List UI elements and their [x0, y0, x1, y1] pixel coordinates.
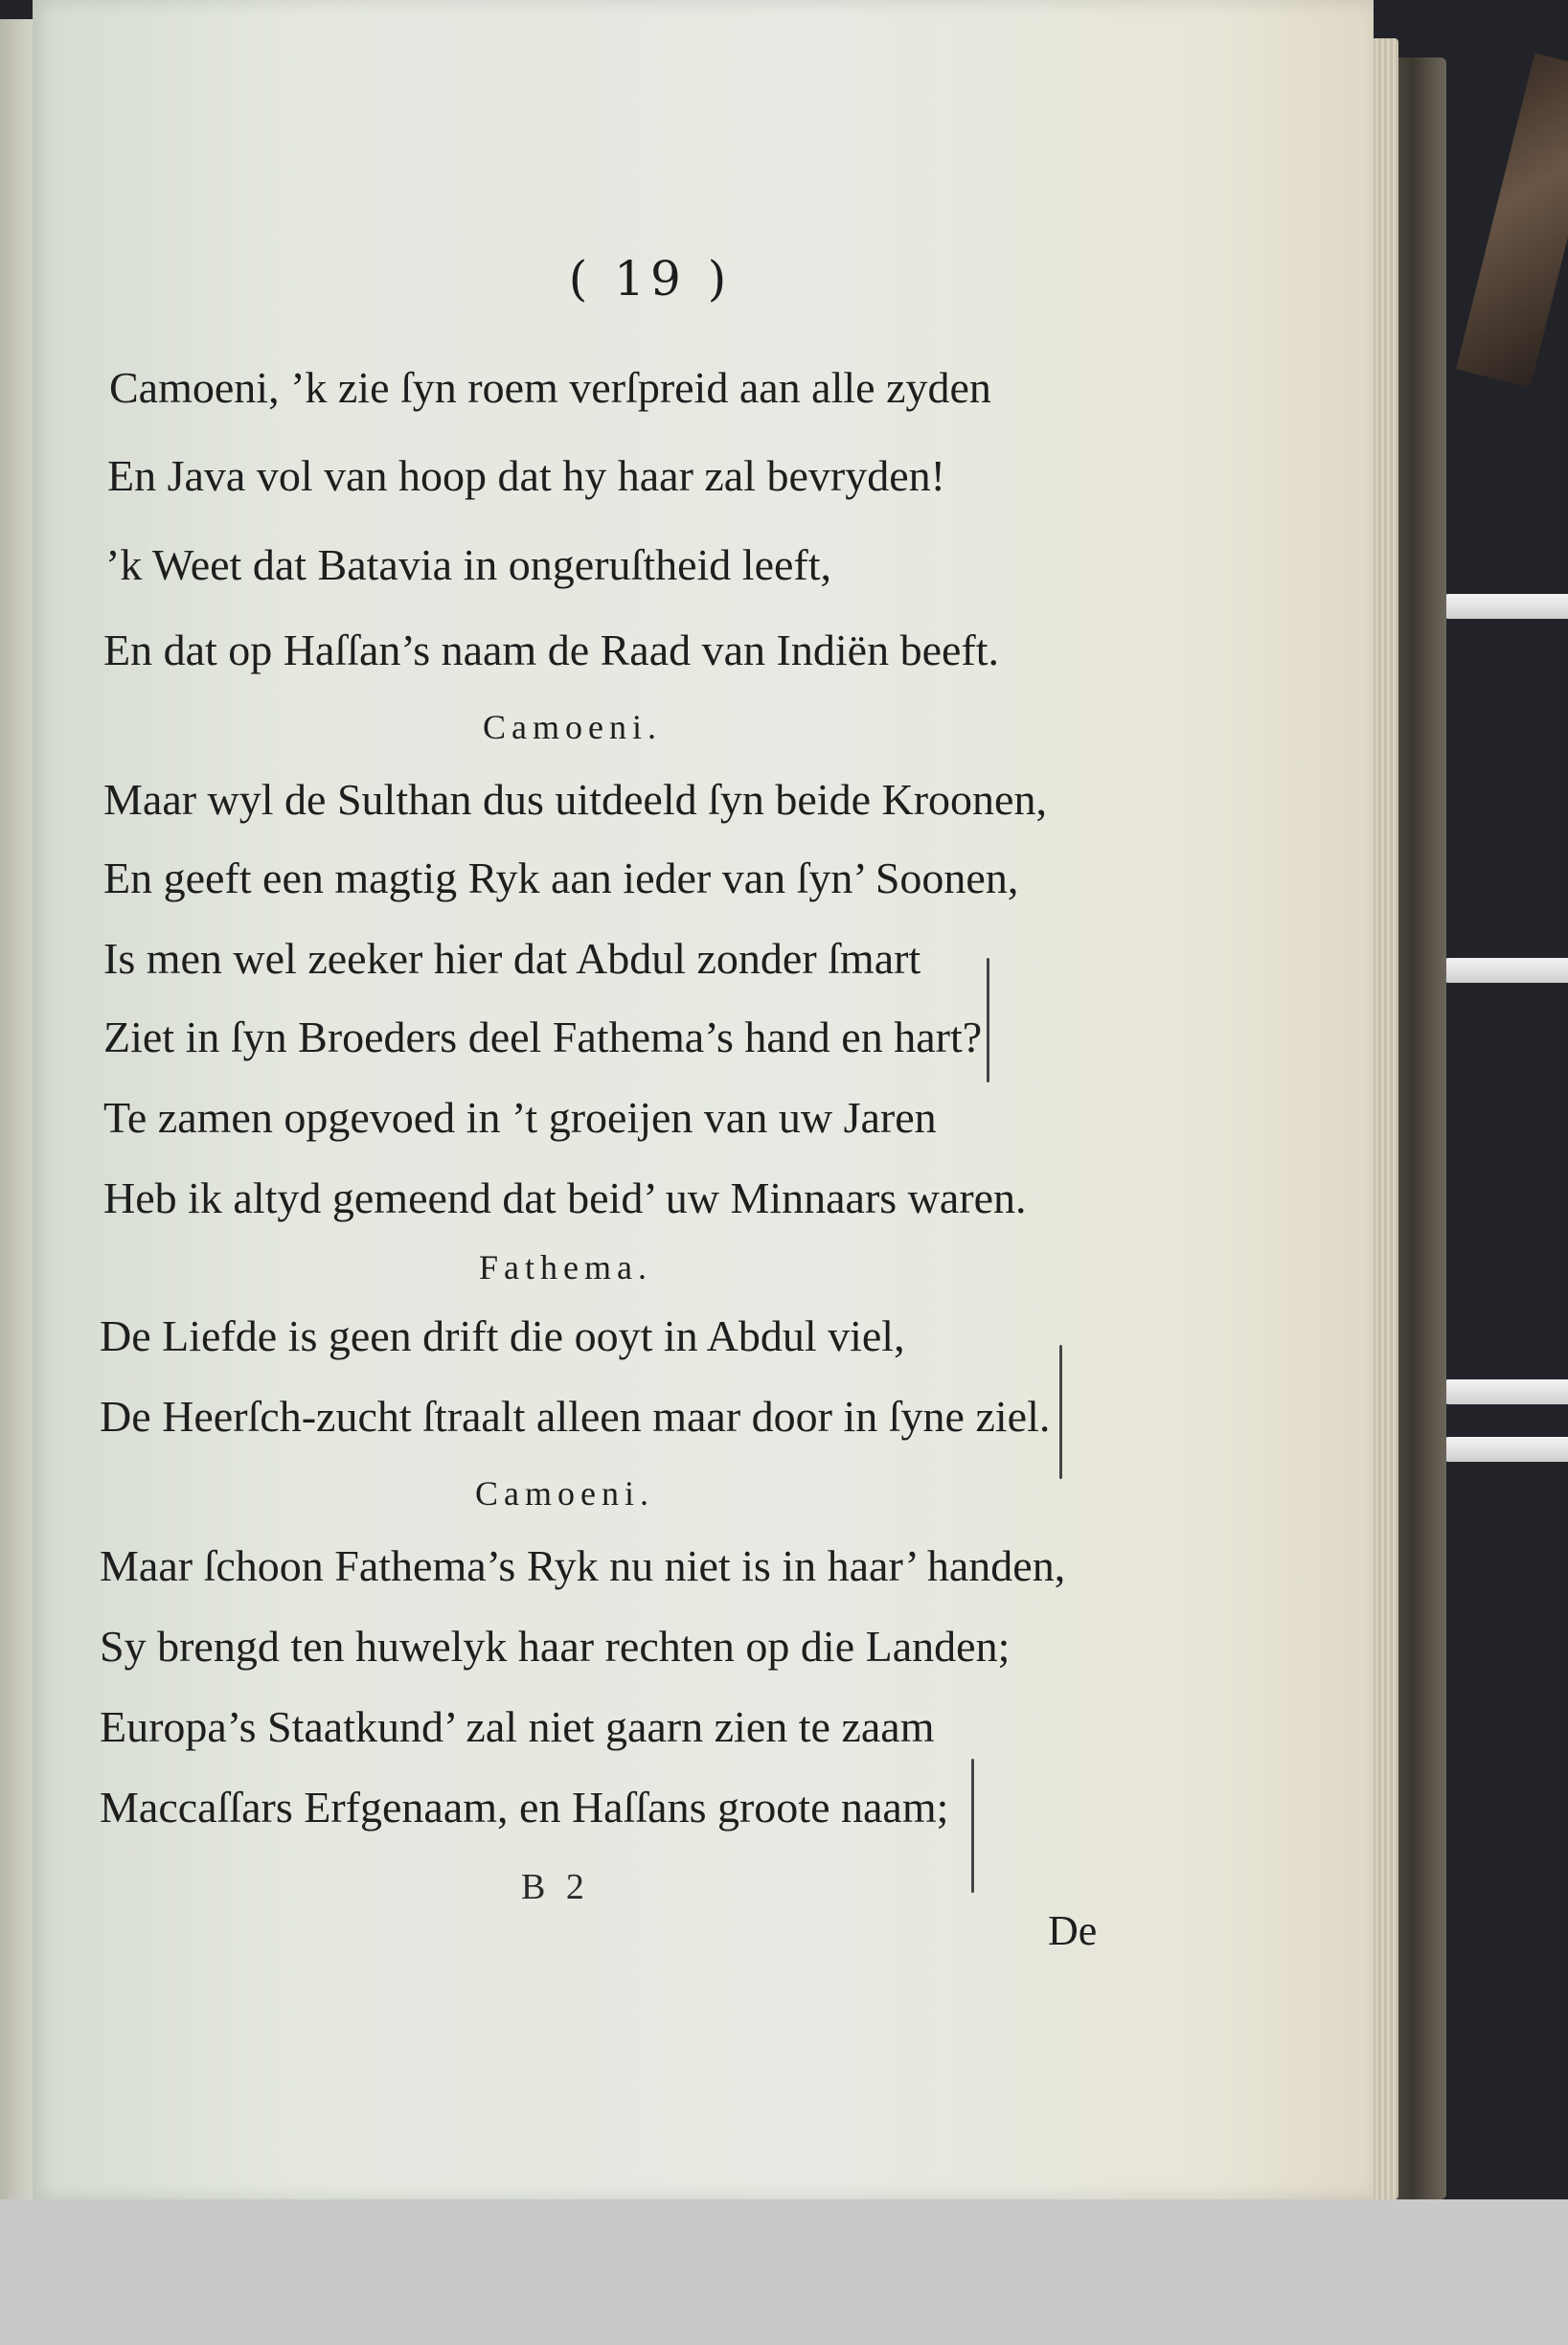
verse-line: En dat op Haſſan’s naam de Raad van Indiën beeft.	[103, 626, 1000, 674]
verse-line: Ziet in ſyn Broeders deel Fathema’s hand en hart?	[103, 1013, 983, 1061]
catchword: De	[1048, 1907, 1098, 1954]
verse-line: Maar ſchoon Fathema’s Ryk nu niet is in haar’ handen,	[100, 1541, 1066, 1590]
margin-mark	[971, 1759, 974, 1893]
verse-line: Heb ik altyd gemeend dat beid’ uw Minnaars waren.	[103, 1173, 1027, 1222]
book-page	[33, 0, 1374, 2199]
bottom-band	[0, 2199, 1568, 2345]
verse-line: De Liefde is geen drift die ooyt in Abdul viel,	[100, 1311, 905, 1360]
speaker-name: Camoeni.	[483, 708, 662, 746]
white-cable	[1437, 1437, 1568, 1462]
margin-mark	[987, 958, 989, 1082]
signature-mark: B 2	[521, 1867, 590, 1907]
margin-mark	[1059, 1345, 1062, 1479]
verse-line: De Heerſch-zucht ſtraalt alleen maar door in ſyne ziel.	[100, 1392, 1051, 1441]
verse-line: Europa’s Staatkund’ zal niet gaarn zien te zaam	[100, 1702, 935, 1751]
page-number: ( 19 )	[568, 251, 733, 307]
speaker-name: Camoeni.	[475, 1474, 654, 1513]
speaker-name: Fathema.	[479, 1248, 652, 1286]
background-object	[1456, 53, 1568, 387]
verse-line: Sy brengd ten huwelyk haar rechten op die Landen;	[100, 1622, 1011, 1671]
white-cable	[1437, 958, 1568, 983]
verse-line: Maar wyl de Sulthan dus uitdeeld ſyn beide Kroonen,	[103, 775, 1047, 824]
verse-line: En geeft een magtig Ryk aan ieder van ſyn’ Soonen,	[103, 854, 1019, 902]
white-cable	[1437, 594, 1568, 619]
white-cable	[1437, 1379, 1568, 1404]
verse-line: Te zamen opgevoed in ’t groeijen van uw Jaren	[103, 1093, 937, 1142]
verse-line: Camoeni, ’k zie ſyn roem verſpreid aan alle zyden	[109, 363, 991, 412]
verse-line: Is men wel zeeker hier dat Abdul zonder ſmart	[103, 934, 921, 983]
verse-line: ’k Weet dat Batavia in ongeruſtheid leeft,	[105, 540, 832, 589]
verse-line: En Java vol van hoop dat hy haar zal bevryden!	[107, 451, 945, 500]
verse-line: Maccaſſars Erfgenaam, en Haſſans groote naam;	[100, 1783, 949, 1832]
